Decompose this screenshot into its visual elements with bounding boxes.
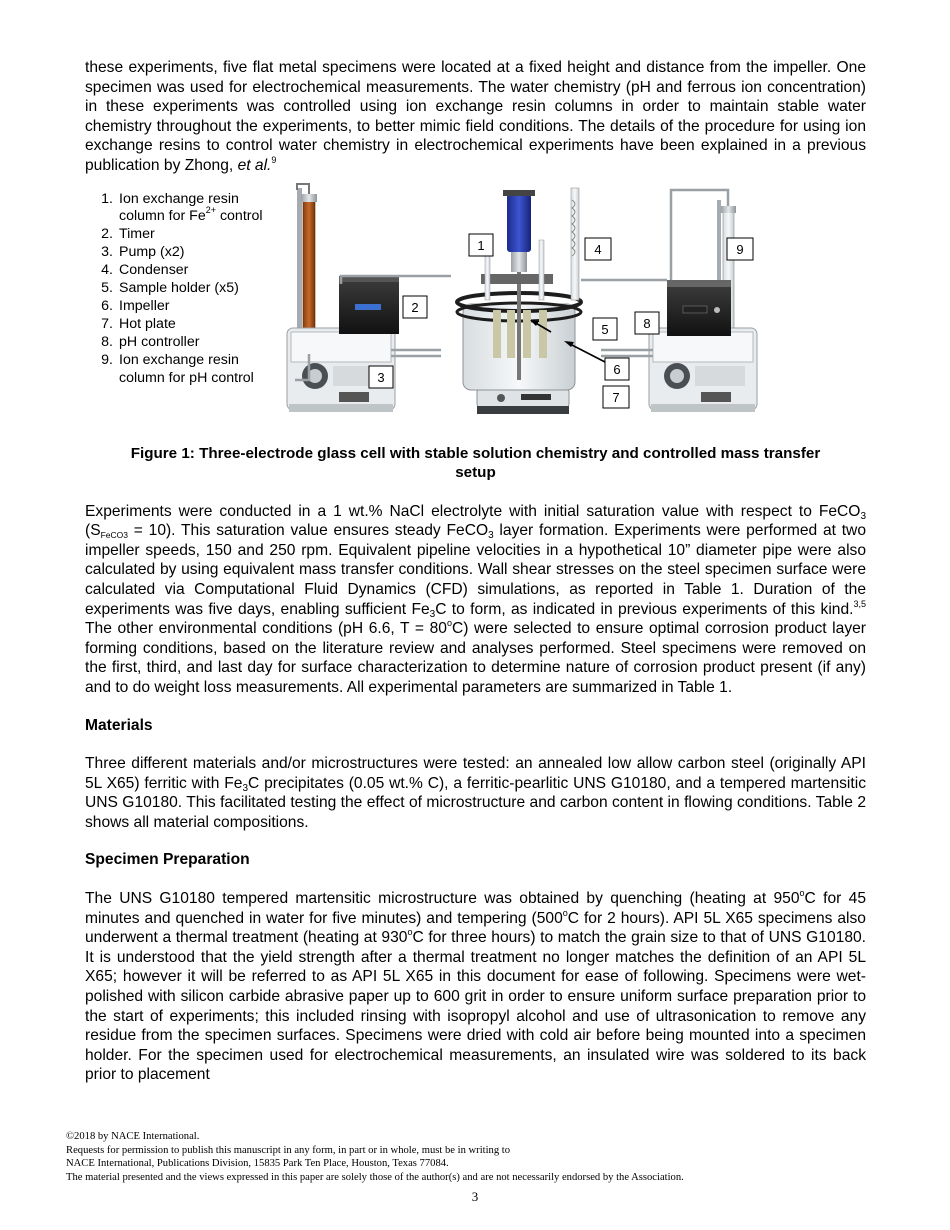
- ph-controller: [667, 280, 731, 336]
- callout-4-label: 4: [594, 241, 602, 257]
- callout-6-label: 6: [613, 361, 621, 377]
- footer-line: The material presented and the views expressed in this paper are solely those of the author(s) and are not necessarily endorsed by the Association.: [66, 1171, 684, 1183]
- paragraph-intro: [85, 58, 866, 176]
- figure-legend: [91, 191, 289, 388]
- paragraph-materials: Three different materials and/or microstructures were tested: an annealed low allow carbon steel (originally API 5L X65) ferritic with $Fe_3C$ precipitates (0.05 wt.% C), a ferritic-pearlitic UNS G10180, and a tempered martensitic UNS G10180. This facilitated testing the effect of microstructure and carbon content in flowing conditions. Table 2 shows all material compositions.: [85, 755, 866, 831]
- legend-item: 4. Condenser: [101, 262, 189, 279]
- legend-item: 9. Ion exchange resin column for pH control: [101, 351, 254, 386]
- callout-1: [469, 234, 493, 256]
- hot-plate: [477, 388, 569, 414]
- apparatus-illustration: [281, 180, 761, 436]
- legend-item: 7. Hot plate: [101, 315, 176, 332]
- legend-item: 5. Sample holder (x5): [101, 280, 239, 297]
- heading-materials: Materials: [85, 716, 153, 734]
- callout-6: [605, 358, 629, 380]
- condenser: [571, 188, 579, 300]
- intro-text: these experiments, five flat metal specimens were located at a fixed height and distance from the impeller. One specimen was used for electrochemical measurements. The water chemistry (pH and ferrous ion concentration) in these experiments was controlled using ion exchange resin columns in order to maintain stable water chemistry throughout the experiments, to better mimic field conditions. The details of the procedure for using ion exchange resins to control water chemistry in electrochemical experiments have been explained in a previous publication by Zhong,: [85, 59, 866, 174]
- callout-4: [585, 238, 611, 260]
- callout-5: [593, 318, 617, 340]
- paragraph-experiments: Experiments were conducted in a 1 wt.% NaCl electrolyte with initial saturation value with respect to FeCO$_3$ $(S_{FeCO3} = 10)$. This saturation value ensures steady FeCO$_3$ layer formation. Experiments were performed at two impeller speeds, 150 and 250 rpm. Equivalent pipeline velocities in a hypothetical 10” diameter pipe were also calculated by using equivalent mass transfer conditions. Wall shear stresses on the steel specimen surface were calculated via Computational Fluid Dynamics (CFD) simulations, as reported in Table 1. Duration of the experiments was five days, enabling sufficient $Fe_3C$ to form, as indicated in previous experiments of this kind.$^{3,5}$ The other environmental conditions (pH 6.6, $T = 80^oC$) were selected to ensure optimal corrosion product layer forming conditions, based on the literature review and analyses performed. Steel specimens were removed on the first, third, and last day for surface characterization to determine nature of corrosion product present (if any) and to do weight loss measurements. All experimental parameters are summarized in Table 1.: [85, 502, 866, 696]
- glass-cell: [457, 270, 581, 390]
- legend-item: 8. pH controller: [101, 333, 200, 350]
- callout-3-label: 3: [377, 369, 385, 385]
- page-body: [85, 58, 866, 1085]
- figure-1: [85, 180, 866, 438]
- callout-1-label: 1: [477, 237, 485, 253]
- legend-item: 6. Impeller: [101, 298, 170, 314]
- reference-9: 9: [271, 154, 277, 165]
- callout-5-label: 5: [601, 321, 609, 337]
- footer-line: Requests for permission to publish this manuscript in any form, in part or in whole, must be in writing to: [66, 1144, 511, 1156]
- callout-8-label: 8: [643, 315, 651, 331]
- paragraph-specimen-preparation: The UNS G10180 tempered martensitic microstructure was obtained by quenching (heating at 950$^o$C for 45 minutes and quenched in water for five minutes) and tempering (500$^o$C for 2 hours). API 5L X65 specimens also underwent a thermal treatment (heating at 930$^o$C for three hours) to match the grain size to that of UNS G10180. It is understood that the yield strength after a thermal treatment no longer matches the definition of an API 5L X65; however it will be referred to as API 5L X65 in this document for ease of following. Specimens were wet-polished with silicon carbide abrasive paper up to 600 grit in order to ensure uniform surface preparation prior to the start of experiments; this included rinsing with isopropyl alcohol and use of ultrasonication to remove any residue from the specimen surfaces. Specimens were dried with cold air before being mounted into a specimen holder. For the specimen used for electrochemical measurements, an insulated wire was soldered to its back prior to placement: [85, 888, 866, 1084]
- callout-9: [727, 238, 753, 260]
- right-pump: [649, 328, 757, 412]
- heading-specimen-preparation: Specimen Preparation: [85, 851, 250, 869]
- callout-7-label: 7: [612, 389, 620, 405]
- legend-item: 2. Timer: [101, 226, 155, 243]
- legend-item: 1. Ion exchange resin column for $Fe^{2+}$ control: [101, 190, 263, 225]
- legend-item: 3. Pump (x2): [101, 244, 185, 261]
- page-number: 3: [471, 1189, 479, 1204]
- callout-8: [635, 312, 659, 334]
- timer: [339, 276, 399, 334]
- copyright-footer: [66, 1130, 684, 1184]
- callout-2-label: 2: [411, 299, 419, 315]
- footer-line: ©2018 by NACE International.: [66, 1131, 200, 1142]
- footer-line: NACE International, Publications Division, 15835 Park Ten Place, Houston, Texas 77084.: [66, 1158, 449, 1169]
- callout-7: [603, 386, 629, 408]
- figure-caption: Figure 1: Three-electrode glass cell with stable solution chemistry and controlled mass transfer setup: [130, 444, 821, 482]
- et-al: et al.: [237, 156, 272, 174]
- callout-2: [403, 296, 427, 318]
- callout-9-label: 9: [736, 241, 744, 257]
- callout-3: [369, 366, 393, 388]
